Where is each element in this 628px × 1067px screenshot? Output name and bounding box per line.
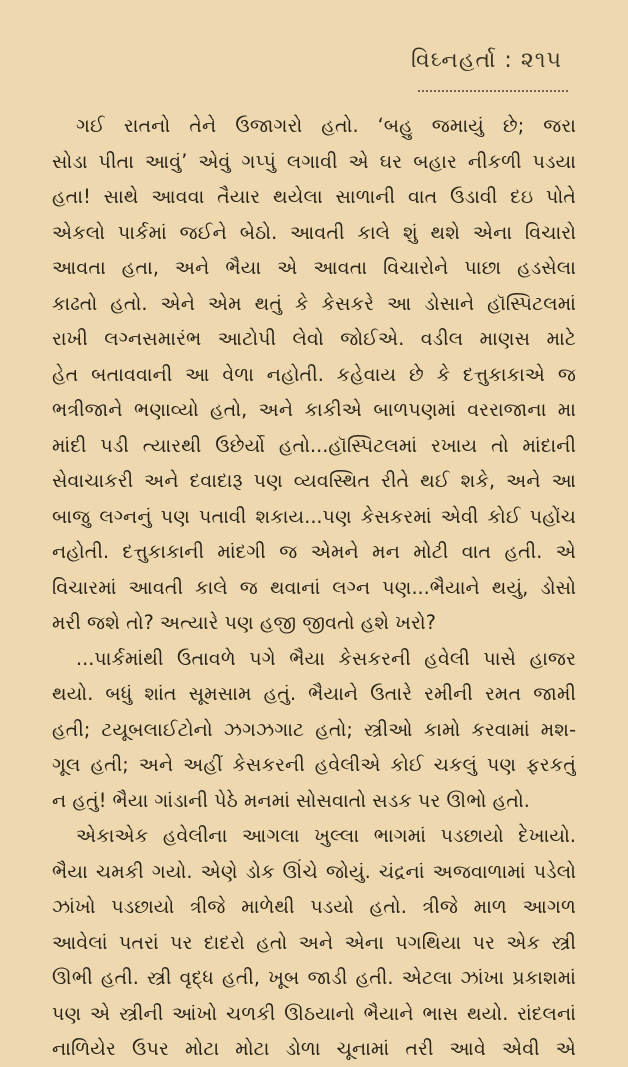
- text-line: સેવાચાકરી અને દવાદારૂ પણ વ્યવસ્થિત રીતે થઈ શકે, અને આ: [52, 469, 576, 492]
- text-line: વિચારમાં આવતી કાલે જ થવાનાં લગ્ન પણ...ભૈયાને થયું, ડોસો: [52, 575, 576, 599]
- text-line: એકલો પાર્કમાં જઈને બેઠો. આવતી કાલે શું થશે એના વિચારો: [52, 220, 576, 244]
- text-line: નહોતી. દત્તુકાકાની માંદગી જ એમને મન મોટી વાત હતી. એ: [52, 540, 576, 563]
- text-line: ગઈ રાતનો તેને ઉજાગરો હતો. ‘બહુ જમાયું છે; જરા: [76, 114, 576, 137]
- text-line: માંદી પડી ત્યારથી ઉછેર્યો હતો...હૉસ્પિટલમાં રખાય તો માંદાની: [52, 433, 576, 457]
- text-line: પણ એ સ્ત્રીની આંખો ચળકી ઊઠયાનો ભૈયાને ભાસ થયો. રાંદલનાં: [52, 1001, 576, 1025]
- text-line: નાળિયેર ઉપર મોટા મોટા ડોળા ચૂનામાં તરી આવે એવી એ: [52, 1037, 576, 1060]
- text-line: હેત બતાવવાની આ વેળા નહોતી. કહેવાય છે કે દત્તુકાકાએ જ: [52, 362, 576, 386]
- text-line: મરી જશે તો? અત્યારે પણ હજી જીવતો હશે ખરો?: [52, 611, 436, 634]
- text-line: ગૂલ હતી; અને અહીં કેસકરની હવેલીએ કોઈ ચકલું પણ ફરકતું: [52, 753, 576, 776]
- text-line: કાઢતો હતો. એને એમ થતું કે કેસકરે આ ડોસાને હૉસ્પિટલમાં: [52, 291, 576, 315]
- text-line: આવેલાં પતરાં પર દાદરો હતો અને એના પગથિયા પર એક સ્ત્રી: [52, 930, 576, 954]
- text-line: બાજુ લગ્નનું પણ પતાવી શકાય...પણ કેસકરમાં એવી કોઈ પહોંચ: [52, 504, 576, 528]
- text-line: એકાએક હવેલીના આગલા ખુલ્લા ભાગમાં પડછાયો દેખાયો.: [76, 824, 576, 847]
- running-header: વિઘ્નહર્તા : ૨૧૫: [411, 48, 562, 73]
- text-line: હતી; ટયૂબલાઈટોનો ઝગઝગાટ હતો; સ્ત્રીઓ કામો કરવામાં મશ-: [52, 717, 576, 741]
- text-line: ભૈયા ચમકી ગયો. એણે ડોક ઊંચે જોયું. ચંદ્રનાં અજવાળામાં પડેલો: [52, 859, 576, 883]
- text-line: સોડા પીતા આવું’ એવું ગપ્પું લગાવી એ ઘર બહાર નીકળી પડયા: [52, 149, 576, 173]
- text-line: ...પાર્કમાંથી ઉતાવળે પગે ભૈયા કેસકરની હવેલી પાસે હાજર: [76, 646, 576, 670]
- text-line: આવતા હતા, અને ભૈયા એ આવતા વિચારોને પાછા હડસેલા: [52, 256, 576, 279]
- text-line: ઊભી હતી. સ્ત્રી વૃદ્ધ હતી, ખૂબ જાડી હતી. એટલા ઝાંખા પ્રકાશમાં: [52, 966, 576, 989]
- text-line: થયો. બધું શાંત સૂમસામ હતું. ભૈયાને ઉતારે રમીની રમત જામી: [52, 682, 576, 705]
- text-line: હતા! સાથે આવવા તૈયાર થયેલા સાળાની વાત ઉડાવી દઇ પોતે: [52, 185, 576, 208]
- header-decorative-rule: [418, 84, 568, 92]
- text-line: રાખી લગ્નસમારંભ આટોપી લેવો જોઈએ. વડીલ માણસ માટે: [52, 327, 576, 350]
- text-line: ઝાંખો પડછાયો ત્રીજે માળેથી પડયો હતો. ત્રીજે માળ આગળ: [52, 895, 576, 918]
- body-text: [52, 108, 576, 1067]
- text-line: ભત્રીજાને ભણાવ્યો હતો, અને કાકીએ બાળપણમાં વરરાજાના મા: [52, 398, 576, 421]
- text-line: ન હતું! ભૈયા ગાંડાની પેઠે મનમાં સોસવાતો સડક પર ઊભો હતો.: [52, 788, 530, 812]
